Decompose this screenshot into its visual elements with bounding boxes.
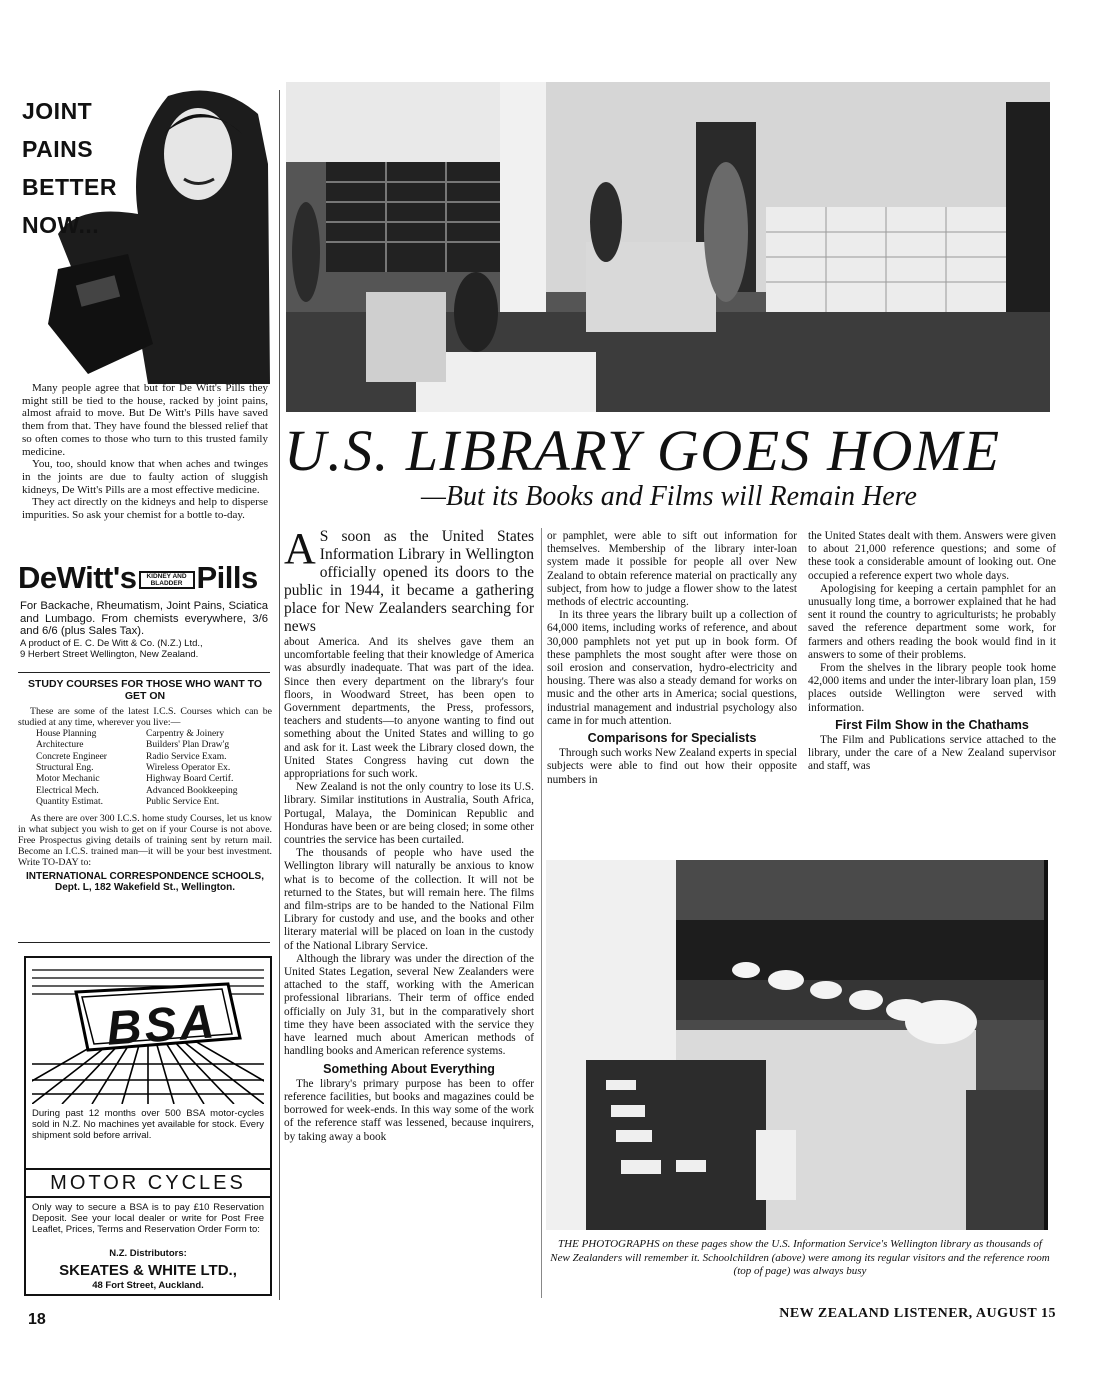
bsa-address: 48 Fort Street, Auckland. [92, 1280, 204, 1291]
ad-headline-line: JOINT [22, 98, 93, 124]
divider [18, 942, 270, 943]
article-paragraph: or pamphlet, were able to sift out information for themselves. Membership of the library inter-loan system made it possible for people all over New Zealand to obtain reference material on practically any subject, from how to judge a flower show to the latest methods of electric accounting. [547, 530, 797, 609]
article-paragraph: Apologising for keeping a certain pamphlet for an unusually long time, a borrower explained that he had sent it round the country to agriculturists; he probably saved the reference department some work, for farmers and others reading the book would find in it answers to some of their problems. [808, 582, 1056, 661]
article-paragraph: In its three years the library built up a collection of 64,000 items, including works of reference, and about 30,000 pamphlets not yet put up in book form. Of these pamphlets the most sought after were those on soil erosion and conservation, hydro-electricity and housing. There was also a steady demand for works on music and the other arts in America; social questions, industrial management and industrial psychology also came in for much attention. [547, 609, 797, 727]
course-item: Advanced Bookkeeping [146, 785, 238, 796]
section-subhead: Comparisons for Specialists [587, 731, 757, 746]
article-title: U.S. LIBRARY GOES HOME [284, 418, 1001, 483]
ad-paragraph: Many people agree that but for De Witt's Pills they might still be tied to the house, racked by joint pains, almost afraid to move. But De Witt's Pills have saved them from that. They have found the blessed relief that so often comes to those who turn to this trusted family medicine. [22, 382, 268, 458]
course-item: Highway Board Certif. [146, 774, 234, 785]
bsa-text: During past 12 months over 500 BSA motor-cycles sold in N.Z. No machines yet available for stock. Every shipment sold before arrival. [32, 1108, 264, 1141]
article-paragraph: The library's primary purpose has been to offer reference facilities, but books and magazines could be borrowed for week-ends. In this way some of the work of the reference staff was lessened, because inquirers, by taking away a book [284, 1077, 534, 1143]
ics-ad [18, 678, 272, 938]
course-item: Electrical Mech. [36, 785, 99, 796]
bsa-company: SKEATES & WHITE LTD., [59, 1262, 237, 1279]
ad-producer-line: A product of E. C. De Witt & Co. (N.Z.) Ltd., [20, 638, 203, 650]
article-paragraph: Through such works New Zealand experts in special subjects were able to find out how their opposite numbers in [547, 747, 797, 786]
article-column-2 [547, 530, 797, 787]
ics-school: INTERNATIONAL CORRESPONDENCE SCHOOLS, [26, 870, 264, 882]
logo-text-right: Pills [196, 560, 258, 595]
column-rule [541, 528, 542, 1298]
article-paragraph: From the shelves in the library people took home 42,000 items and under the inter-library loan plan, 159 places outside Wellington were served with information. [808, 662, 1056, 714]
reference-room-photo [286, 82, 1050, 412]
course-item: Motor Mechanic [36, 774, 100, 785]
article-paragraph: Although the library was under the direction of the United States Legation, several New Zealanders were attached to the staff, working with the American professional librarians. Their term of office ended officially on July 31, but in the comparatively short time they have been associated with the service they have learned much about American methods of handling books and American reference systems. [284, 952, 534, 1058]
course-item: House Planning [36, 728, 97, 739]
photo-caption: THE PHOTOGRAPHS on these pages show the U.S. Information Service's Wellington library as thousands of New Zealanders will remember it. Schoolchildren (above) were among its regular visitors and the reference room (top of page) was always busy [550, 1238, 1050, 1277]
page-number: 18 [28, 1311, 46, 1328]
dewitt-logo [18, 560, 270, 596]
motor-cycles-banner: MOTOR CYCLES [26, 1168, 270, 1198]
ad-headline-line: PAINS [22, 136, 94, 162]
course-item: Concrete Engineer [36, 751, 107, 762]
section-subhead: Something About Everything [323, 1061, 495, 1076]
bsa-offer: Only way to secure a BSA is to pay £10 Reservation Deposit. See your local dealer or write for Post Free Leaflet, Prices, Terms and Reservation Order Form to: [32, 1202, 264, 1235]
course-list [36, 729, 272, 809]
article-column-1 [284, 524, 534, 1144]
article-paragraph: the United States dealt with them. Answers were given to about 21,000 reference questions; and some of these took a considerable amount of looking out. One occupied a reference expert two whole days. [808, 530, 1056, 582]
ics-heading: STUDY COURSES FOR THOSE WHO WANT TO GET ON [27, 678, 263, 702]
bsa-logo-text: BSA [105, 995, 219, 1056]
course-item: Architecture [36, 740, 84, 751]
ad-uses-text: For Backache, Rheumatism, Joint Pains, Sciatica and Lumbago. From chemists everywhere, 3/6 and 6/6 (plus Sales Tax). [20, 600, 268, 638]
article-subtitle: —But its Books and Films will Remain Here [421, 481, 917, 512]
bsa-distributors-label: N.Z. Distributors: [109, 1248, 187, 1259]
column-rule [279, 90, 280, 1300]
kidney-bladder-badge: KIDNEY AND BLADDER [139, 571, 195, 589]
dewitt-ad [18, 84, 272, 664]
article-paragraph: The thousands of people who have used the Wellington library will naturally be anxious to know what is to become of the collection. It will not be returned to the States, but will remain here. The films and film-strips are to be handed to the National Film Library for custody and use, and the books and other literary material will be placed on loan in the custody of the National Library Service. [284, 847, 534, 952]
schoolchildren-photo [546, 860, 1048, 1230]
bsa-ad [24, 956, 272, 1296]
publication-footer: NEW ZEALAND LISTENER, AUGUST 15 [779, 1306, 1056, 1321]
article-paragraph: New Zealand is not the only country to lose its U.S. library. Similar institutions in Australia, South Africa, Portugal, Malaya, the Dominican Republic and Honduras have been or are being closed; in some other countries the service has been curtailed. [284, 781, 534, 847]
lead-paragraph: S soon as the United States Information Library in Wellington officially opened its doors to the public in 1944, it became a gathering place for New Zealanders searching for news [284, 528, 534, 635]
article-paragraph: about America. And its shelves gave them an uncomfortable feeling that their knowledge of America was absurdly inadequate. That was part of the idea. Since then every department on the library's four floors, in Woodward Street, has been open to Government departments, the Press, professors, teachers and students—to anyone wanting to find out something about the United States and willing to go and ask for it. Last week the Library closed down, the United States Congress having cut down the appropriations for such work. [284, 636, 534, 781]
course-item: Public Service Ent. [146, 797, 220, 808]
ics-body: As there are over 300 I.C.S. home study Courses, let us know in what subject you wish to get on if your Course is not above. Free Prospectus giving details of training sent by return mail. Become an I.C.S. trained man—it will be your best investment. Write TO-DAY to: [18, 812, 272, 869]
course-item: Quantity Estimat. [36, 797, 104, 808]
ad-headline-line: NOW... [22, 212, 100, 238]
divider [18, 672, 270, 673]
ad-paragraph: They act directly on the kidneys and help to disperse impurities. So ask your chemist for a bottle to-day. [22, 496, 268, 522]
course-item: Carpentry & Joinery [146, 728, 225, 739]
course-item: Wireless Operator Ex. [146, 763, 231, 774]
ad-paragraph: You, too, should know that when aches and twinges in the joints are due to faulty action of sluggish kidneys, De Witt's Pills are a most effective medicine. [22, 458, 268, 496]
article-paragraph: The Film and Publications service attached to the library, under the care of a New Zealand supervisor and staff, was [808, 734, 1056, 773]
ics-address: Dept. L, 182 Wakefield St., Wellington. [54, 882, 236, 894]
course-item: Builders' Plan Draw'g [146, 740, 230, 751]
course-item: Structural Eng. [36, 763, 94, 774]
ad-headline-line: BETTER [22, 174, 117, 200]
ics-intro: These are some of the latest I.C.S. Courses which can be studied at any time, wherever you live:— [18, 706, 272, 729]
section-subhead: First Film Show in the Chathams [835, 717, 1029, 732]
logo-text-left: DeWitt's [18, 560, 137, 595]
article-column-3 [808, 530, 1056, 774]
ad-producer-line: 9 Herbert Street Wellington, New Zealand. [20, 649, 199, 661]
course-item: Radio Service Exam. [146, 751, 227, 762]
drop-cap: A [284, 524, 316, 573]
